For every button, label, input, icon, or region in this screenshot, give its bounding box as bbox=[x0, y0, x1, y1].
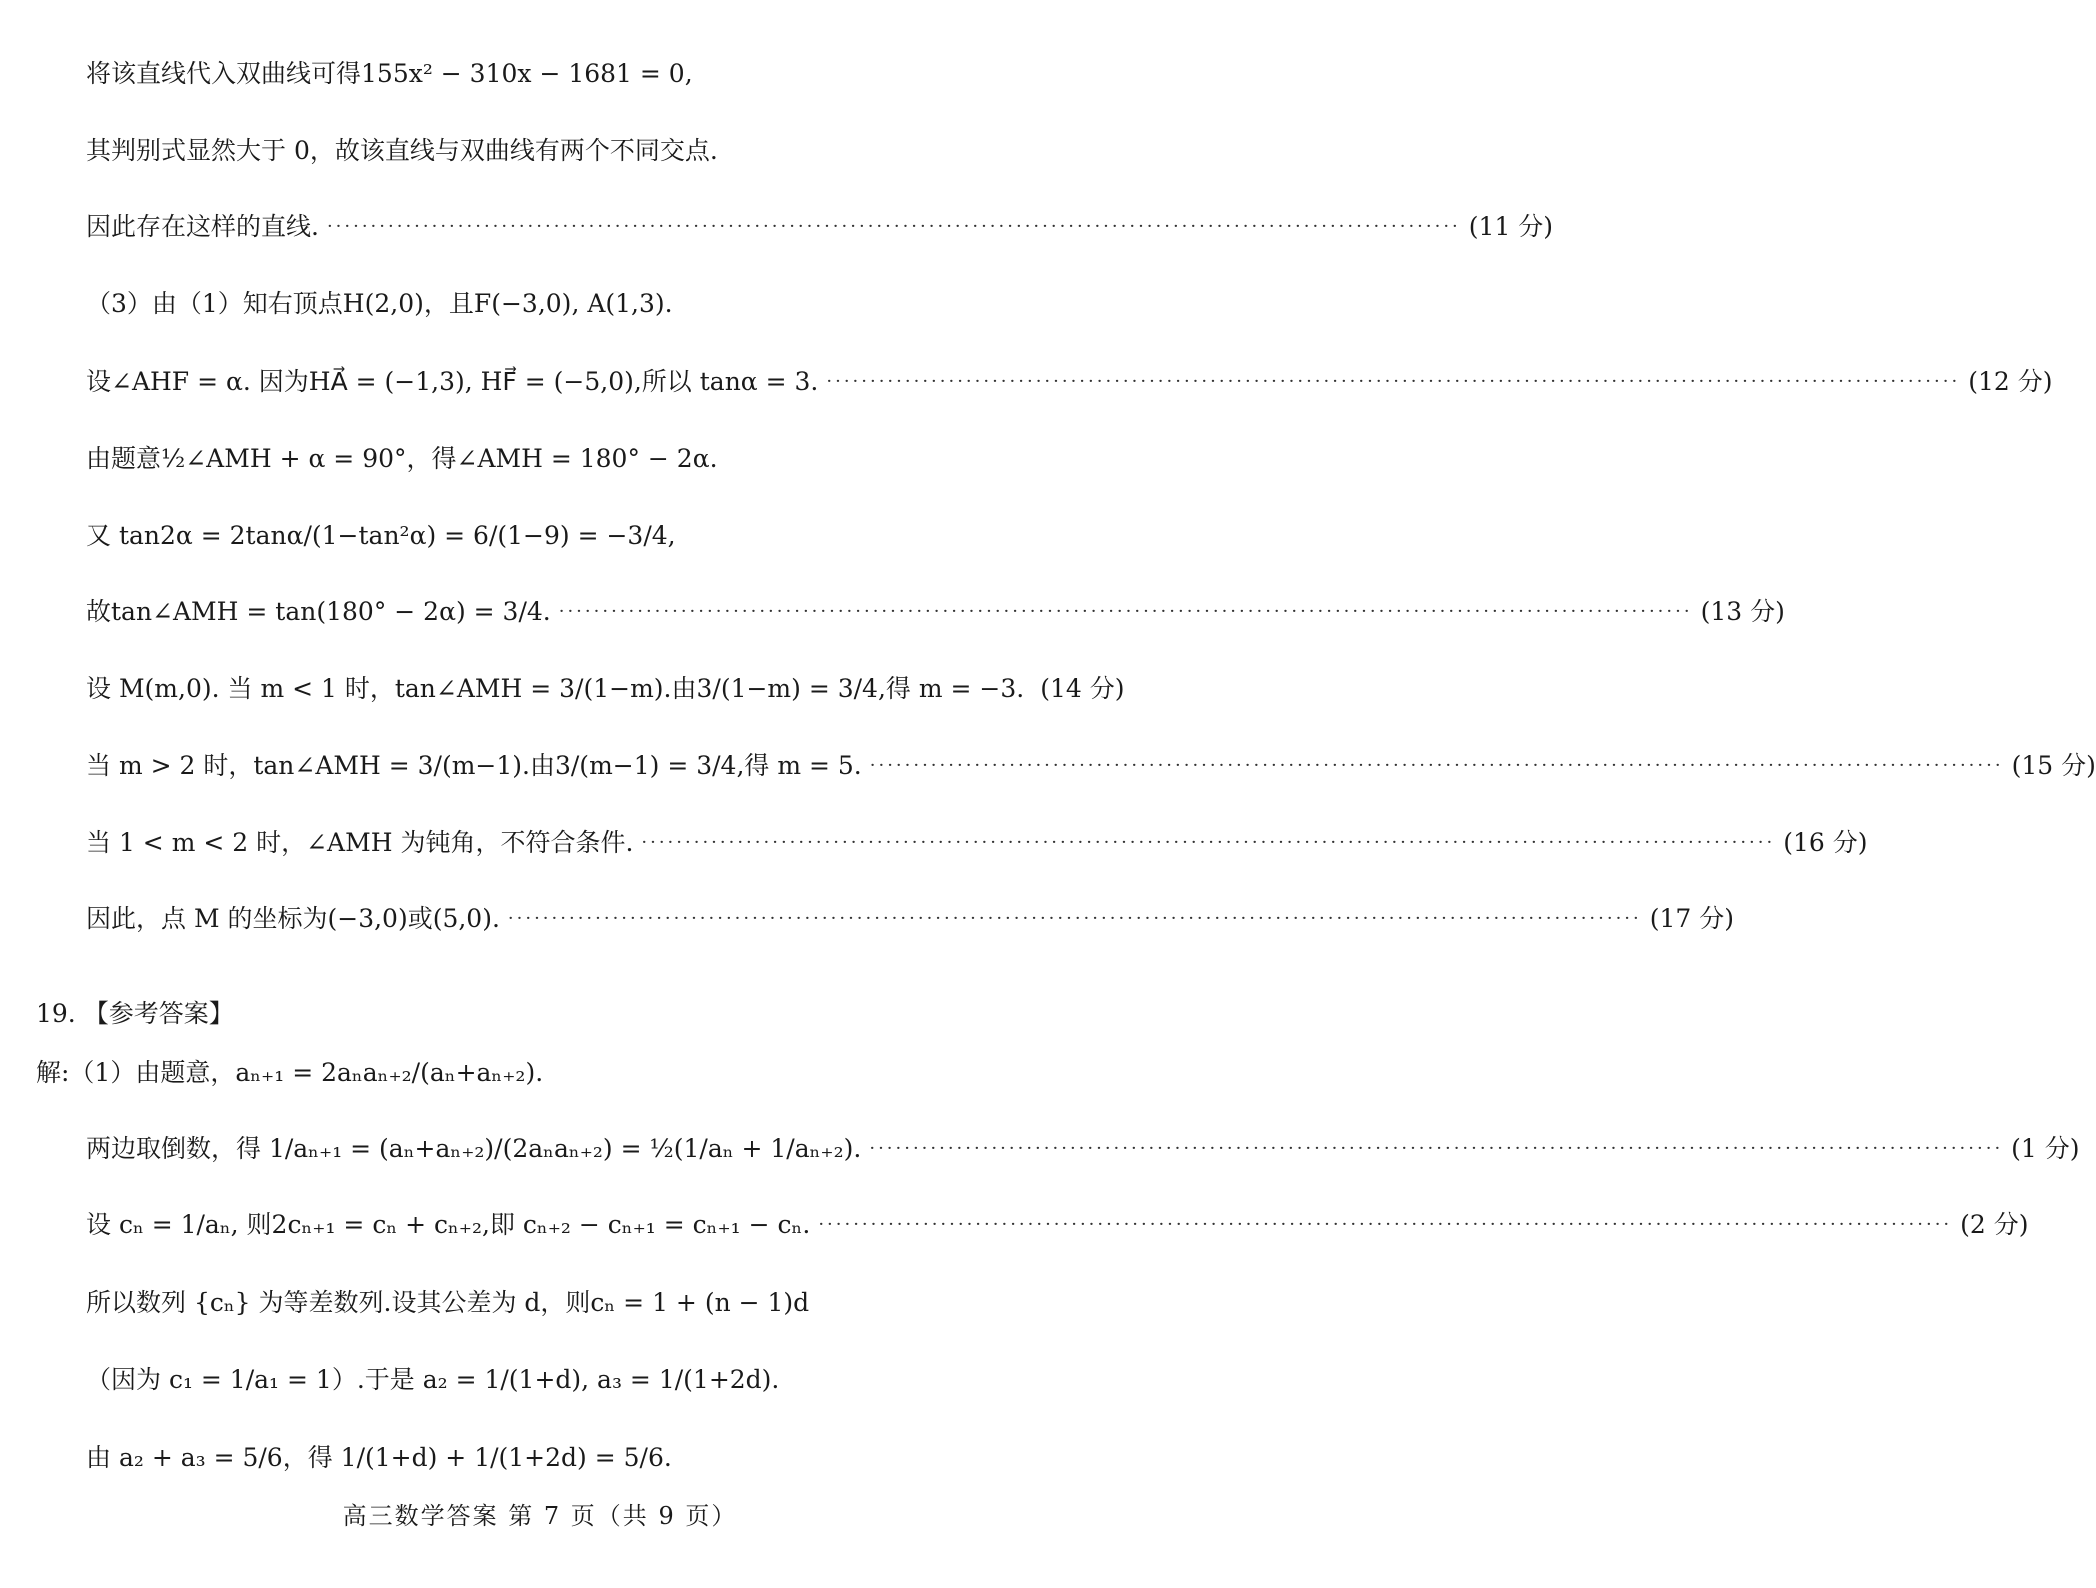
score-label: (12 分) bbox=[1968, 367, 2053, 396]
line-reciprocal: 两边取倒数，得 1/aₙ₊₁ = (aₙ+aₙ₊₂)/(2aₙaₙ₊₂) = ½(1/aₙ + 1/aₙ₊₂). ····· (1 分) bbox=[86, 1127, 1028, 1171]
dot-leader bbox=[826, 362, 1960, 402]
line-discriminant: 其判别式显然大于 0，故该直线与双曲线有两个不同交点. bbox=[86, 136, 718, 165]
score-label: (16 分) bbox=[1783, 828, 1868, 857]
line-tan-amh: 故tan∠AMH = tan(180° − 2α) = 3/4. ····· (13 分) bbox=[86, 590, 1028, 634]
dot-leader bbox=[870, 746, 2004, 786]
line-hyperbola-substitution: 将该直线代入双曲线可得155x² − 310x − 1681 = 0, bbox=[86, 59, 693, 88]
line-conclusion-m: 因此，点 M 的坐标为(−3,0)或(5,0). ····· (17 分) bbox=[86, 897, 1028, 941]
line-define-cn: 设 cₙ = 1/aₙ, 则2cₙ₊₁ = cₙ + cₙ₊₂,即 cₙ₊₂ − cₙ₊₁ = cₙ₊₁ − cₙ. ····· (2 分) bbox=[86, 1203, 1028, 1247]
line-solution-part1: 解:（1）由题意，aₙ₊₁ = 2aₙaₙ₊₂/(aₙ+aₙ₊₂). bbox=[36, 1058, 544, 1087]
score-label: (17 分) bbox=[1649, 904, 1735, 933]
dot-leader bbox=[641, 823, 1775, 863]
dot-leader bbox=[327, 207, 1461, 247]
score-label: (15 分) bbox=[2011, 751, 2096, 780]
dot-leader bbox=[818, 1205, 1952, 1245]
line-a2-a3: （因为 c₁ = 1/a₁ = 1）.于是 a₂ = 1/(1+d), a₃ = 1/(1+2d). bbox=[86, 1365, 780, 1394]
question-19-heading: 19. 【参考答案】 bbox=[36, 999, 234, 1028]
line-line-exists: 因此存在这样的直线. ····· (11 分) bbox=[86, 205, 1028, 249]
line-sum-equation: 由 a₂ + a₃ = 5/6，得 1/(1+d) + 1/(1+2d) = 5/6. bbox=[86, 1443, 672, 1472]
score-label: (2 分) bbox=[1960, 1210, 2029, 1239]
line-case-m-greater-2: 当 m > 2 时，tan∠AMH = 3/(m−1).由3/(m−1) = 3/4,得 m = 5. ····· (15 分) bbox=[86, 744, 1028, 788]
dot-leader bbox=[508, 899, 1642, 939]
dot-leader bbox=[869, 1129, 2003, 1169]
line-angle-ahf: 设∠AHF = α. 因为HA⃗ = (−1,3), HF⃗ = (−5,0),所以 tanα = 3. ····· (12 分) bbox=[86, 360, 1028, 404]
line-case-m-less-1: 设 M(m,0). 当 m < 1 时，tan∠AMH = 3/(1−m).由3/(1−m) = 3/4,得 m = −3. (14 分) bbox=[86, 667, 1028, 711]
score-label: (11 分) bbox=[1468, 212, 1554, 241]
score-label: (1 分) bbox=[2011, 1134, 2080, 1163]
dot-leader bbox=[559, 592, 1693, 632]
line-tan2alpha: 又 tan2α = 2tanα/(1−tan²α) = 6/(1−9) = −3/4, bbox=[86, 521, 676, 550]
line-part3-intro: （3）由（1）知右顶点H(2,0)，且F(−3,0), A(1,3). bbox=[86, 289, 673, 318]
score-label: (14 分) bbox=[1040, 674, 1125, 703]
score-label: (13 分) bbox=[1700, 597, 1785, 626]
line-arithmetic-sequence: 所以数列 {cₙ} 为等差数列.设其公差为 d，则cₙ = 1 + (n − 1)d bbox=[86, 1288, 810, 1317]
line-angle-amh: 由题意½∠AMH + α = 90°，得∠AMH = 180° − 2α. bbox=[86, 444, 718, 473]
page-footer: 高三数学答案 第 7 页（共 9 页） bbox=[342, 1502, 738, 1530]
line-case-between: 当 1 < m < 2 时，∠AMH 为钝角，不符合条件. ····· (16 分) bbox=[86, 821, 1028, 865]
